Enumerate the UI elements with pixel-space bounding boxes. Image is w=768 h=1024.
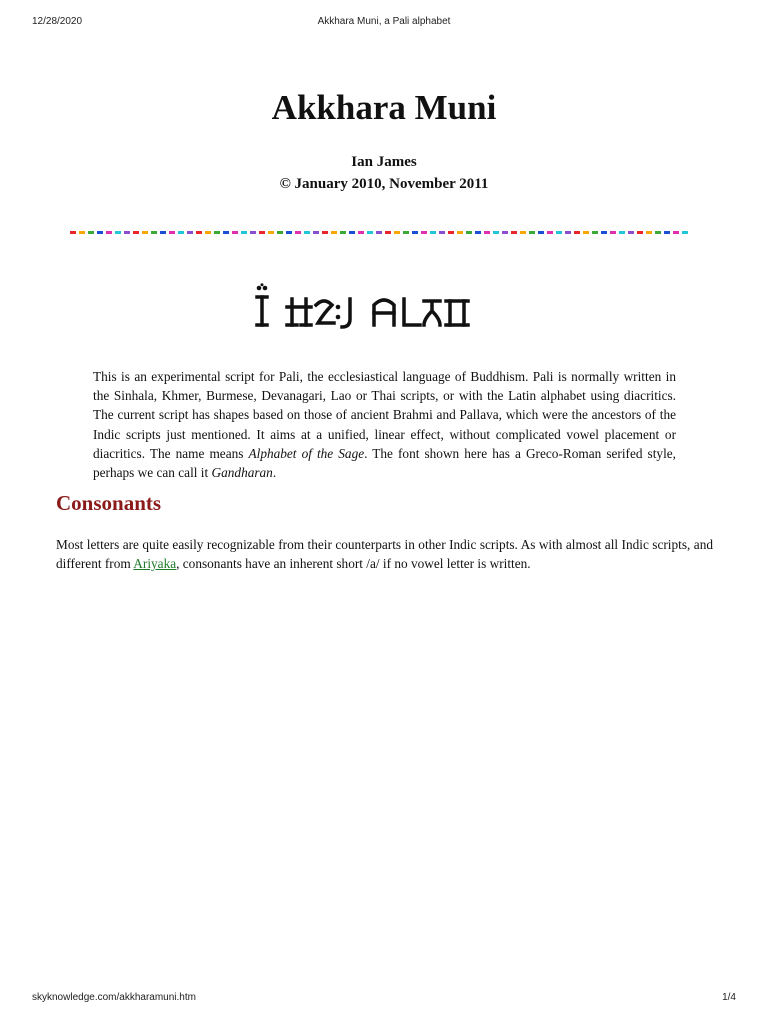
ariyaka-link[interactable]: Ariyaka [133, 556, 177, 572]
divider-dash [682, 231, 688, 234]
intro-italic-gandharan: Gandharan [211, 465, 273, 481]
divider-dash [367, 231, 373, 234]
divider-dash [286, 231, 292, 234]
intro-italic-sage: Alphabet of the Sage [248, 445, 365, 461]
divider-dash [502, 231, 508, 234]
divider-dash [511, 231, 517, 234]
divider-dash [151, 231, 157, 234]
divider-dash [628, 231, 634, 234]
divider-dash [646, 231, 652, 234]
divider-dash [178, 231, 184, 234]
divider-dash [520, 231, 526, 234]
divider-dash [142, 231, 148, 234]
divider-dash [610, 231, 616, 234]
intro-text-3: . [272, 465, 277, 481]
divider-dash [250, 231, 256, 234]
divider-dash [304, 231, 310, 234]
divider-dash [619, 231, 625, 234]
document-title: Akkhara Muni [271, 88, 497, 127]
copyright-line: © January 2010, November 2011 [279, 176, 489, 192]
divider-dash [592, 231, 598, 234]
divider-dash [484, 231, 490, 234]
divider-dash [268, 231, 274, 234]
divider-dash [205, 231, 211, 234]
print-footer [32, 992, 736, 1006]
divider-dash [529, 231, 535, 234]
divider-dash [664, 231, 670, 234]
divider-dash [223, 231, 229, 234]
divider-dash [349, 231, 355, 234]
divider-dash [277, 231, 283, 234]
divider-dash [376, 231, 382, 234]
divider-dash [574, 231, 580, 234]
divider-dash [115, 231, 121, 234]
divider-dash [673, 231, 679, 234]
divider-dash [133, 231, 139, 234]
divider-dash [457, 231, 463, 234]
divider-dash [196, 231, 202, 234]
page-number: 1/4 [722, 992, 736, 1003]
divider-dash [655, 231, 661, 234]
divider-dash [331, 231, 337, 234]
divider-dash [466, 231, 472, 234]
divider-dash [70, 231, 76, 234]
divider-dash [358, 231, 364, 234]
divider-dash [259, 231, 265, 234]
divider-dash [430, 231, 436, 234]
consonants-text-2: , consonants have an inherent short /a/ if no vowel letter is written. [176, 556, 531, 572]
print-page-title: Akkhara Muni, a Pali alphabet [317, 16, 451, 27]
divider-dash [493, 231, 499, 234]
divider-dash [322, 231, 328, 234]
divider-dash [340, 231, 346, 234]
divider-dash [394, 231, 400, 234]
divider-dash [403, 231, 409, 234]
consonants-paragraph [56, 535, 713, 573]
divider-dash [601, 231, 607, 234]
divider-dash [439, 231, 445, 234]
consonants-text-1: Most letters are quite easily recognizable from their counterparts in other Indic scripts. As with almost all Indic scripts, and different from [56, 537, 713, 572]
intro-text-2: . The font shown here has a Greco-Roman serifed style, perhaps we can call it [93, 445, 676, 481]
divider-dash [232, 231, 238, 234]
divider-dash [79, 231, 85, 234]
script-sample-image [0, 283, 768, 333]
divider-dash [169, 231, 175, 234]
divider-dash [637, 231, 643, 234]
divider-dash [412, 231, 418, 234]
divider-dash [160, 231, 166, 234]
divider-dash [187, 231, 193, 234]
page-url: skyknowledge.com/akkharamuni.htm [32, 992, 196, 1003]
divider-dash [97, 231, 103, 234]
divider-dash [385, 231, 391, 234]
intro-text-1: This is an experimental script for Pali, the ecclesiastical language of Buddhism. Pali is normally written in the Sinhala, Khmer, Burmese, Devanagari, Lao or Thai scripts, or with the Latin alphabet using diacritics. The current script has shapes based on those of ancient Brahmi and Pallava, which were the ancestors of the Indic scripts just mentioned. It aims at a unified, linear effect, without complicated vowel placement or diacritics. The name means [93, 369, 676, 461]
divider-dash [565, 231, 571, 234]
print-date: 12/28/2020 [32, 16, 83, 27]
akkhara-muni-script-title-icon [254, 283, 514, 333]
divider-dash [241, 231, 247, 234]
divider-dash [214, 231, 220, 234]
divider-dash [547, 231, 553, 234]
divider-dash [583, 231, 589, 234]
intro-paragraph [93, 367, 676, 482]
consonants-heading: Consonants [56, 491, 162, 515]
divider-dash [448, 231, 454, 234]
divider-dash [313, 231, 319, 234]
divider-dash [88, 231, 94, 234]
print-header [32, 16, 736, 30]
divider-dash [421, 231, 427, 234]
colored-dashed-divider [70, 231, 699, 234]
divider-dash [106, 231, 112, 234]
divider-dash [538, 231, 544, 234]
divider-dash [124, 231, 130, 234]
divider-dash [556, 231, 562, 234]
divider-dash [295, 231, 301, 234]
divider-dash [475, 231, 481, 234]
author-name: Ian James [351, 154, 417, 170]
